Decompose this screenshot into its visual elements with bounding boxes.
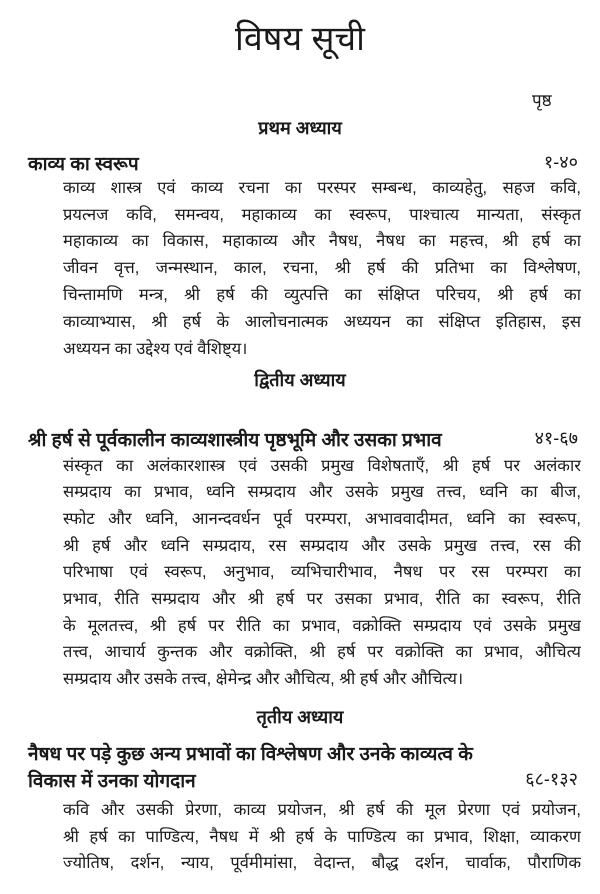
content-line: अध्ययन का उद्देश्य एवं वैशिष्ट्य।: [63, 340, 248, 358]
chapter-heading: काव्य का स्वरूप: [28, 154, 139, 175]
content-line: के मूलतत्त्व, श्री हर्ष पर रीति का प्रभाव, वक्रोक्ति सम्प्रदाय एवं उसके प्रमुख: [63, 617, 581, 635]
content-line: परिभाषा एवं स्वरूप, अनुभाव, व्यभिचारीभाव, नैषध पर रस परम्परा का: [63, 563, 581, 581]
content-line: श्री हर्ष का पाण्डित्य, नैषध में श्री हर्ष के पाण्डित्य का प्रभाव, शिक्षा, व्याकरण: [63, 828, 581, 846]
content-line: सम्प्रदाय और उसके तत्त्व, क्षेमेन्द्र और औचित्य, श्री हर्ष और औचित्य।: [63, 670, 464, 688]
page-column-label: पृष्ठ: [532, 91, 552, 110]
page-range: १-४०: [543, 152, 578, 172]
content-line: काव्याभ्यास, श्री हर्ष के आलोचनात्मक अध्ययन का संक्षिप्त इतिहास, इस: [63, 313, 581, 331]
content-line: संस्कृत का अलंकारशास्त्र एवं उसकी प्रमुख विशेषताएँ, श्री हर्ष पर अलंकार: [63, 457, 581, 475]
content-line: श्री हर्ष और ध्वनि सम्प्रदाय, रस सम्प्रदाय और उसके प्रमुख तत्त्व, रस की: [63, 537, 581, 555]
page-range: ४१-६७: [534, 428, 578, 448]
chapter-label: तृतीय अध्याय: [256, 707, 344, 727]
content-line: महाकाव्य का विकास, महाकाव्य और नैषध, नैषध का महत्त्व, श्री हर्ष का: [63, 232, 581, 250]
content-line: प्रभाव, रीति सम्प्रदाय और श्री हर्ष पर उसका प्रभाव, रीति का स्वरूप, रीति: [63, 590, 581, 608]
page-range: ६८-१३२: [525, 769, 578, 789]
chapter-heading: श्री हर्ष से पूर्वकालीन काव्यशास्त्रीय पृष्ठभूमि और उसका प्रभाव: [28, 430, 442, 451]
content-line: स्फोट और ध्वनि, आनन्दवर्धन पूर्व परम्परा, अभाववादीमत, ध्वनि का स्वरूप,: [63, 510, 581, 528]
content-line: ज्योतिष, दर्शन, न्याय, पूर्वमीमांसा, वेदान्त, बौद्ध दर्शन, चार्वाक, पौराणिक: [63, 854, 581, 872]
chapter-label: द्वितीय अध्याय: [254, 370, 346, 390]
content-line: काव्य शास्त्र एवं काव्य रचना का परस्पर सम्बन्ध, काव्यहेतु, सहज कवि,: [63, 179, 581, 197]
chapter-heading: नैषध पर पड़े कुछ अन्य प्रभावों का विश्लेषण और उनके काव्यत्व के: [28, 744, 473, 765]
content-line: तत्त्व, आचार्य कुन्तक और वक्रोक्ति, श्री हर्ष पर वक्रोक्ति का प्रभाव, औचित्य: [63, 643, 581, 661]
page-title: विषय सूची: [235, 20, 365, 58]
content-line: जीवन वृत्त, जन्मस्थान, काल, रचना, श्री हर्ष की प्रतिभा का विश्लेषण,: [63, 259, 581, 277]
content-line: कवि और उसकी प्रेरणा, काव्य प्रयोजन, श्री हर्ष की मूल प्रेरणा एवं प्रयोजन,: [63, 801, 581, 819]
content-line: प्रयत्नज कवि, समन्वय, महाकाव्य का स्वरूप, पाश्चात्य मान्यता, संस्कृत: [63, 206, 581, 224]
content-line: चिन्तामणि मन्त्र, श्री हर्ष की व्युत्पत्ति का संक्षिप्त परिचय, श्री हर्ष का: [63, 286, 581, 304]
chapter-heading: विकास में उनका योगदान: [28, 771, 196, 792]
content-line: सम्प्रदाय का प्रभाव, ध्वनि सम्प्रदाय और उसके प्रमुख तत्त्व, ध्वनि का बीज,: [63, 483, 581, 501]
chapter-label: प्रथम अध्याय: [258, 118, 342, 138]
